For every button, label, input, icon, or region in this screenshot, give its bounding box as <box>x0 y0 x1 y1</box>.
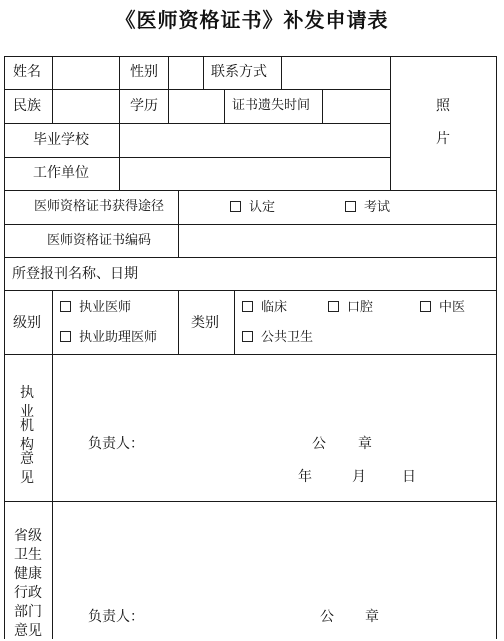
option-exam[interactable]: 考试 <box>345 200 390 216</box>
option-clinical[interactable]: 临床 <box>242 300 287 316</box>
provincial-seal-2: 章 <box>365 609 379 625</box>
label-category: 类别 <box>191 315 219 331</box>
label-cert-number: 医师资格证书编码 <box>47 233 152 248</box>
label-cert-route: 医师资格证书获得途径 <box>34 199 165 214</box>
label-school: 毕业学校 <box>33 132 89 148</box>
checkbox-icon[interactable] <box>230 201 241 212</box>
provincial-seal-1: 公 <box>320 609 334 625</box>
checkbox-icon[interactable] <box>60 301 71 312</box>
photo-label-1: 照 <box>436 98 450 114</box>
checkbox-icon[interactable] <box>328 301 339 312</box>
label-contact: 联系方式 <box>211 64 267 80</box>
checkbox-icon[interactable] <box>345 201 356 212</box>
option-dental[interactable]: 口腔 <box>328 300 373 316</box>
institution-month: 月 <box>352 469 366 485</box>
form-title: 《医师资格证书》补发申请表 <box>115 8 389 32</box>
label-level: 级别 <box>13 315 41 331</box>
checkbox-icon[interactable] <box>242 301 253 312</box>
option-assistant-physician[interactable]: 执业助理医师 <box>60 330 157 346</box>
option-physician[interactable]: 执业医师 <box>60 300 131 316</box>
institution-seal-2: 章 <box>358 436 372 452</box>
institution-seal-1: 公 <box>312 436 326 452</box>
label-education: 学历 <box>130 98 158 114</box>
label-workplace: 工作单位 <box>33 165 89 181</box>
checkbox-icon[interactable] <box>60 331 71 342</box>
institution-year: 年 <box>298 469 312 485</box>
label-publication: 所登报刊名称、日期 <box>12 266 138 282</box>
photo-label-2: 片 <box>436 131 450 147</box>
provincial-responsible: 负责人： <box>88 609 144 625</box>
institution-day: 日 <box>402 469 416 485</box>
checkbox-icon[interactable] <box>420 301 431 312</box>
label-name: 姓名 <box>13 64 41 80</box>
option-public-health[interactable]: 公共卫生 <box>242 330 313 346</box>
institution-responsible: 负责人： <box>88 436 144 452</box>
option-tcm[interactable]: 中医 <box>420 300 465 316</box>
checkbox-icon[interactable] <box>242 331 253 342</box>
label-lost-time: 证书遗失时间 <box>232 98 311 113</box>
label-ethnicity: 民族 <box>13 98 41 114</box>
option-certify[interactable]: 认定 <box>230 200 275 216</box>
label-gender: 性别 <box>130 64 158 80</box>
